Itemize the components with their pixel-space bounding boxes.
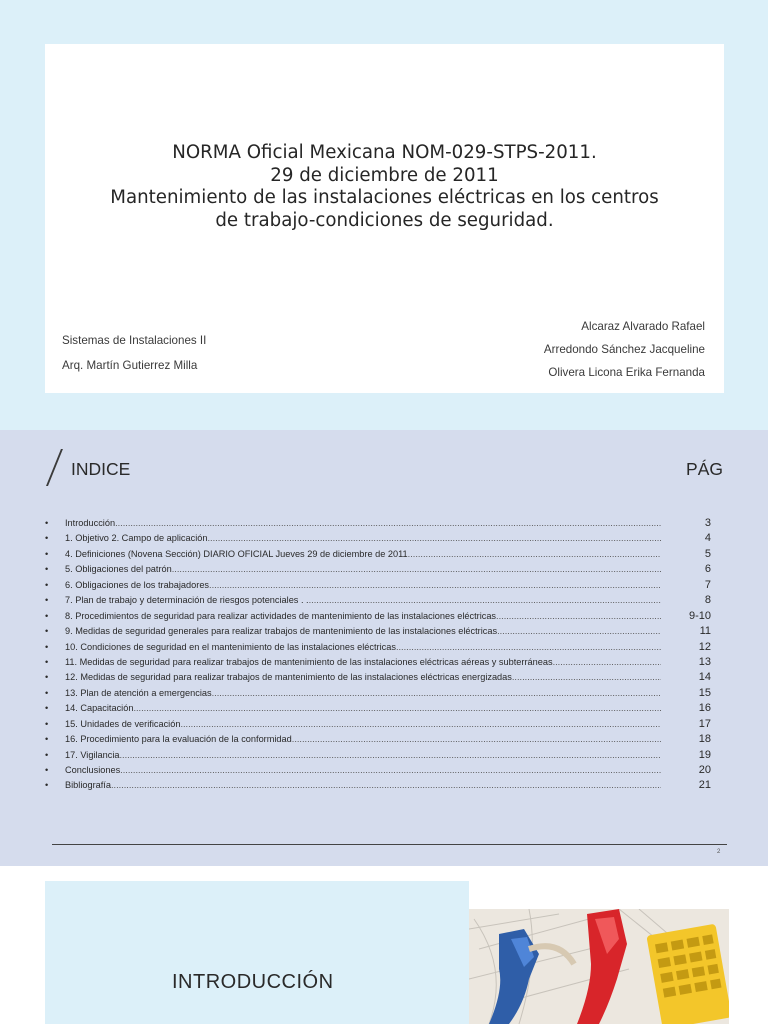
authors-list [544,315,705,384]
title-line: Mantenimiento de las instalaciones eléctricas en los centros [110,187,659,208]
toc-item [45,701,711,716]
introduction-slide [0,866,768,1024]
slash-decoration [46,449,63,486]
toc-item-title: 5. Obligaciones del patrón ..... [65,562,661,577]
footer-divider [52,844,727,845]
toc-item-title: Introducción ..... [65,516,661,531]
toc-item-page: 21 [698,779,711,792]
toc-item-page: 7 [704,578,711,591]
bullet-icon: • [45,610,49,621]
toc-item-page: 8 [704,594,711,607]
bullet-icon: • [45,595,49,606]
bullet-icon: • [45,780,49,791]
toc-item [45,763,711,778]
author-name: Alcaraz Alvarado Rafael [581,320,705,333]
intro-card [45,881,469,1024]
bullet-icon: • [45,641,49,652]
toc-item [45,717,711,732]
bullet-icon: • [45,564,49,575]
toc-item-page: 11 [699,625,711,638]
cover-card [45,44,724,393]
toc-item-title: 7. Plan de trabajo y determinación de riesgos potenciales . . ..... [65,593,661,608]
toc-item-title: Conclusiones ..... [65,763,661,778]
toc-item [45,593,711,608]
toc-item [45,562,711,577]
toc-item [45,748,711,763]
toc-item-title: 1. Objetivo 2. Campo de aplicación ..... [65,531,661,546]
toc-item-page: 18 [698,733,711,746]
bullet-icon: • [45,672,49,683]
toc-item-title: 11. Medidas de seguridad para realizar trabajos de mantenimiento de las instalaciones eléctricas aéreas y subterráneas ..... [65,655,661,670]
bullet-icon: • [45,579,49,590]
toc-item-title: 17. Vigilancia ..... [65,748,661,763]
toc-item [45,640,711,655]
electrical-tools-photo [469,909,729,1024]
toc-item-title: 8. Procedimientos de seguridad para realizar actividades de mantenimiento de las instalaciones eléctricas ..... [65,609,661,624]
author-name: Olivera Licona Erika Fernanda [548,366,705,379]
intro-heading: INTRODUCCIÓN [172,971,334,993]
toc-item [45,609,711,624]
toc-item-page: 15 [698,686,711,699]
toc-item [45,578,711,593]
tools-illustration [469,909,729,1024]
toc-item-title: 14. Capacitación ..... [65,701,661,716]
course-name: Sistemas de Instalaciones II [62,334,207,347]
teacher-name: Arq. Martín Gutierrez Milla [62,359,198,372]
toc-item [45,686,711,701]
toc-item-page: 5 [704,547,711,560]
toc-item-page: 14 [698,671,711,684]
title-line: NORMA Oficial Mexicana NOM-029-STPS-2011. [172,142,597,163]
author-name: Arredondo Sánchez Jacqueline [543,343,705,356]
bullet-icon: • [45,656,49,667]
course-info [62,328,206,378]
toc-item [45,732,711,747]
toc-item-page: 13 [698,655,711,668]
bullet-icon: • [45,518,49,528]
title-line: 29 de diciembre de 2011 [270,164,499,186]
bullet-icon: • [45,687,49,698]
bullet-icon: • [45,626,49,637]
toc-item-page: 4 [704,532,711,545]
bullet-icon: • [45,734,49,745]
toc-item [45,547,711,562]
cover-title [45,142,724,232]
page-column-heading: PÁG [686,459,723,479]
toc-item-page: 20 [698,764,711,776]
toc-item-page: 17 [698,717,711,730]
bullet-icon: • [45,718,49,729]
toc-item-page: 3 [704,517,711,529]
toc-item [45,778,711,793]
index-heading: INDICE [71,459,131,479]
toc-item-page: 16 [698,702,711,715]
bullet-icon: • [45,548,49,559]
toc-item [45,516,711,531]
toc-item-title: Bibliografía ..... [65,778,661,793]
cover-slide [0,0,768,430]
toc-item [45,531,711,546]
table-of-contents [45,516,711,794]
toc-item [45,655,711,670]
toc-item-page: 12 [698,640,711,653]
toc-item-title: 15. Unidades de verificación ..... [65,717,661,732]
bullet-icon: • [45,765,49,775]
bullet-icon: • [45,703,49,714]
toc-item-title: 10. Condiciones de seguridad en el mantenimiento de las instalaciones eléctricas ..... [65,640,661,655]
title-line: de trabajo-condiciones de seguridad. [215,209,554,231]
toc-item-page: 6 [704,563,711,576]
bullet-icon: • [45,533,49,544]
slide-number: 2 [717,849,721,855]
toc-item [45,624,711,639]
bullet-icon: • [45,749,49,760]
toc-item [45,670,711,685]
toc-item-title: 16. Procedimiento para la evaluación de la conformidad ..... [65,732,661,747]
toc-item-title: 12. Medidas de seguridad para realizar trabajos de mantenimiento de las instalaciones eléctricas energizadas ..... [65,670,661,685]
toc-item-page: 19 [698,748,711,761]
toc-item-title: 4. Definiciones (Novena Sección) DIARIO OFICIAL Jueves 29 de diciembre de 2011 ..... [65,547,661,562]
index-slide [0,430,768,866]
toc-item-title: 13. Plan de atención a emergencias ..... [65,686,661,701]
toc-item-title: 9. Medidas de seguridad generales para realizar trabajos de mantenimiento de las instalaciones eléctricas ..... [65,624,661,639]
toc-item-page: 9-10 [688,609,711,622]
toc-item-title: 6. Obligaciones de los trabajadores ..... [65,578,661,593]
